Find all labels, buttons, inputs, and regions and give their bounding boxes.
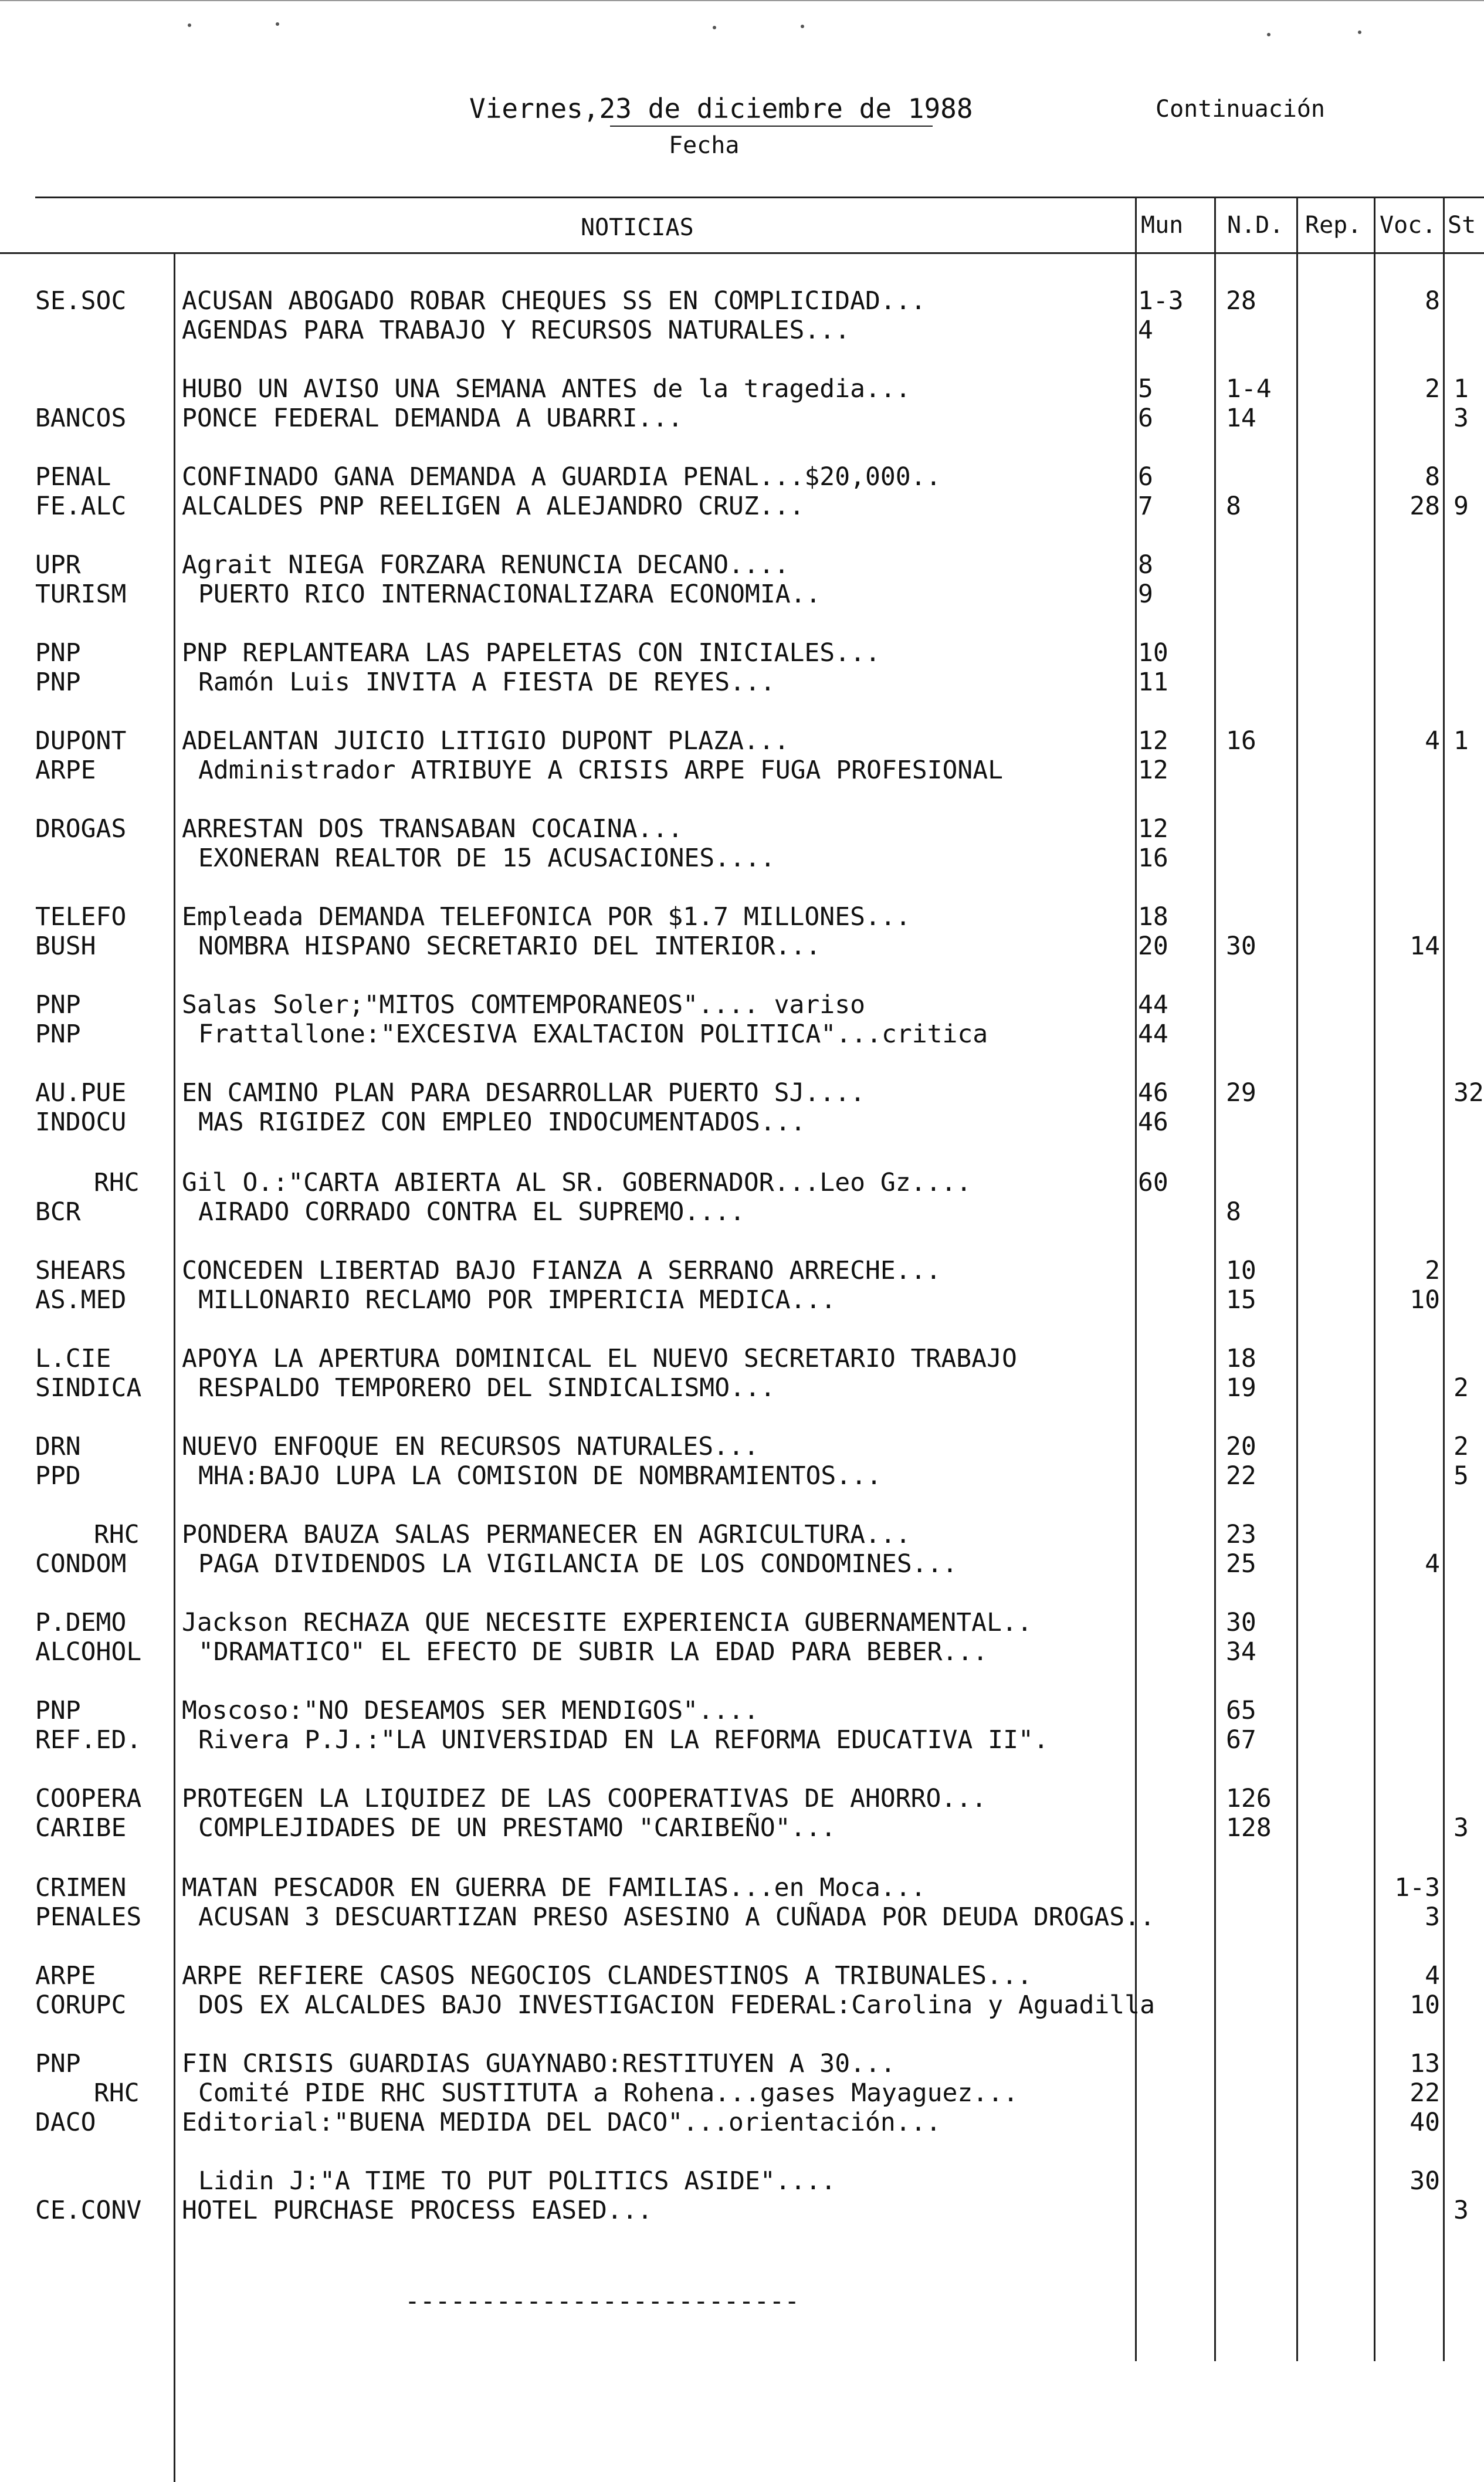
row-nd: 22 bbox=[1226, 1461, 1256, 1491]
scan-dot bbox=[1358, 31, 1361, 34]
row-headline: PAGA DIVIDENDOS LA VIGILANCIA DE LOS CONDOMINES... bbox=[198, 1549, 958, 1579]
row-mun: 16 bbox=[1138, 844, 1168, 873]
row-headline: HUBO UN AVISO UNA SEMANA ANTES de la tragedia... bbox=[182, 374, 911, 404]
row-st: 3 bbox=[1453, 404, 1469, 433]
header-noticias: NOTICIAS bbox=[581, 214, 694, 241]
row-headline: Jackson RECHAZA QUE NECESITE EXPERIENCIA GUBERNAMENTAL.. bbox=[182, 1608, 1032, 1637]
row-voc: 22 bbox=[1410, 2078, 1440, 2108]
table-header-rule bbox=[0, 252, 1484, 254]
row-st: 9 bbox=[1453, 492, 1469, 521]
footer-dashes: -------------------------- bbox=[405, 2287, 800, 2316]
row-headline: MATAN PESCADOR EN GUERRA DE FAMILIAS...en Moca... bbox=[182, 1873, 926, 1902]
row-nd: 1-4 bbox=[1226, 374, 1272, 404]
row-headline: Moscoso:"NO DESEAMOS SER MENDIGOS".... bbox=[182, 1696, 759, 1725]
row-st: 2 bbox=[1453, 1432, 1469, 1461]
row-headline: ACUSAN 3 DESCUARTIZAN PRESO ASESINO A CUÑADA POR DEUDA DROGAS.. bbox=[198, 1902, 1155, 1932]
header-nd: N.D. bbox=[1227, 212, 1284, 239]
row-voc: 40 bbox=[1410, 2108, 1440, 2137]
row-st: 5 bbox=[1453, 1461, 1469, 1491]
scan-dot bbox=[276, 22, 279, 26]
row-headline: RESPALDO TEMPORERO DEL SINDICALISMO... bbox=[198, 1373, 775, 1403]
row-nd: 25 bbox=[1226, 1549, 1256, 1579]
row-voc: 2 bbox=[1425, 374, 1440, 404]
row-category: L.CIE bbox=[35, 1344, 111, 1373]
row-nd: 10 bbox=[1226, 1256, 1256, 1285]
row-category: SE.SOC bbox=[35, 286, 127, 316]
row-voc: 2 bbox=[1425, 1256, 1440, 1285]
row-category: BUSH bbox=[35, 932, 96, 961]
row-headline: MHA:BAJO LUPA LA COMISION DE NOMBRAMIENTOS... bbox=[198, 1461, 882, 1491]
header-voc: Voc. bbox=[1380, 212, 1436, 239]
row-nd: 20 bbox=[1226, 1432, 1256, 1461]
top-edge-line bbox=[0, 0, 1484, 1]
row-st: 3 bbox=[1453, 1813, 1469, 1843]
row-nd: 34 bbox=[1226, 1637, 1256, 1667]
row-headline: "DRAMATICO" EL EFECTO DE SUBIR LA EDAD PARA BEBER... bbox=[198, 1637, 988, 1667]
row-headline: Empleada DEMANDA TELEFONICA POR $1.7 MILLONES... bbox=[182, 902, 911, 932]
row-category: TELEFO bbox=[35, 902, 127, 932]
row-mun: 6 bbox=[1138, 462, 1153, 492]
scan-dot bbox=[713, 26, 716, 29]
row-headline: ARPE REFIERE CASOS NEGOCIOS CLANDESTINOS A TRIBUNALES... bbox=[182, 1961, 1032, 1990]
row-nd: 30 bbox=[1226, 932, 1256, 961]
row-category: AS.MED bbox=[35, 1285, 127, 1315]
row-category: CE.CONV bbox=[35, 2196, 142, 2225]
row-headline: CONFINADO GANA DEMANDA A GUARDIA PENAL...$20,000.. bbox=[182, 462, 941, 492]
row-headline: PONDERA BAUZA SALAS PERMANECER EN AGRICULTURA... bbox=[182, 1520, 911, 1549]
row-category: PNP bbox=[35, 2049, 81, 2078]
row-category: PNP bbox=[35, 638, 81, 668]
row-voc: 10 bbox=[1410, 1285, 1440, 1315]
row-category: BCR bbox=[35, 1197, 81, 1227]
row-headline: HOTEL PURCHASE PROCESS EASED... bbox=[182, 2196, 653, 2225]
row-voc: 1-3 bbox=[1394, 1873, 1440, 1902]
row-headline: Rivera P.J.:"LA UNIVERSIDAD EN LA REFORMA EDUCATIVA II". bbox=[198, 1725, 1049, 1755]
row-st: 3 bbox=[1453, 2196, 1469, 2225]
row-mun: 8 bbox=[1138, 550, 1153, 580]
row-headline: Frattallone:"EXCESIVA EXALTACION POLITICA"...critica bbox=[198, 1020, 988, 1049]
row-nd: 128 bbox=[1226, 1813, 1272, 1843]
row-headline: Ramón Luis INVITA A FIESTA DE REYES... bbox=[198, 668, 775, 697]
row-voc: 4 bbox=[1425, 726, 1440, 756]
row-headline: ARRESTAN DOS TRANSABAN COCAINA... bbox=[182, 814, 683, 844]
row-category: COOPERA bbox=[35, 1784, 142, 1813]
row-category: FE.ALC bbox=[35, 492, 127, 521]
row-headline: ACUSAN ABOGADO ROBAR CHEQUES SS EN COMPLICIDAD... bbox=[182, 286, 926, 316]
row-category: PNP bbox=[35, 1696, 81, 1725]
row-nd: 8 bbox=[1226, 492, 1241, 521]
row-voc: 8 bbox=[1425, 286, 1440, 316]
row-category: PNP bbox=[35, 990, 81, 1020]
row-category: DROGAS bbox=[35, 814, 127, 844]
row-headline: Editorial:"BUENA MEDIDA DEL DACO"...orientación... bbox=[182, 2108, 941, 2137]
row-headline: AIRADO CORRADO CONTRA EL SUPREMO.... bbox=[198, 1197, 745, 1227]
row-headline: MILLONARIO RECLAMO POR IMPERICIA MEDICA... bbox=[198, 1285, 836, 1315]
row-category: PPD bbox=[35, 1461, 81, 1491]
row-headline: PNP REPLANTEARA LAS PAPELETAS CON INICIALES... bbox=[182, 638, 880, 668]
column-divider-voc bbox=[1374, 197, 1375, 2361]
row-nd: 19 bbox=[1226, 1373, 1256, 1403]
row-category: INDOCU bbox=[35, 1108, 127, 1137]
row-mun: 12 bbox=[1138, 756, 1168, 785]
row-nd: 14 bbox=[1226, 404, 1256, 433]
row-category: ARPE bbox=[35, 1961, 96, 1990]
row-mun: 60 bbox=[1138, 1168, 1168, 1197]
row-st: 32 bbox=[1453, 1078, 1484, 1108]
row-category: PNP bbox=[35, 1020, 81, 1049]
row-mun: 46 bbox=[1138, 1078, 1168, 1108]
row-headline: EXONERAN REALTOR DE 15 ACUSACIONES.... bbox=[198, 844, 775, 873]
row-st: 1 bbox=[1453, 726, 1469, 756]
row-mun: 12 bbox=[1138, 726, 1168, 756]
row-nd: 16 bbox=[1226, 726, 1256, 756]
row-voc: 28 bbox=[1410, 492, 1440, 521]
column-divider-st bbox=[1443, 197, 1445, 2361]
row-mun: 6 bbox=[1138, 404, 1153, 433]
row-mun: 4 bbox=[1138, 316, 1153, 345]
row-nd: 18 bbox=[1226, 1344, 1256, 1373]
row-category: PNP bbox=[35, 668, 81, 697]
header-st: St bbox=[1448, 212, 1476, 239]
row-category: TURISM bbox=[35, 580, 127, 609]
row-nd: 8 bbox=[1226, 1197, 1241, 1227]
row-category: CRIMEN bbox=[35, 1873, 127, 1902]
row-category: AU.PUE bbox=[35, 1078, 127, 1108]
row-nd: 126 bbox=[1226, 1784, 1272, 1813]
column-divider-nd bbox=[1214, 197, 1216, 2361]
row-category: P.DEMO bbox=[35, 1608, 127, 1637]
row-mun: 11 bbox=[1138, 668, 1168, 697]
row-headline: DOS EX ALCALDES BAJO INVESTIGACION FEDERAL:Carolina y Aguadilla bbox=[198, 1990, 1155, 2020]
row-headline: Gil O.:"CARTA ABIERTA AL SR. GOBERNADOR...Leo Gz.... bbox=[182, 1168, 972, 1197]
row-nd: 23 bbox=[1226, 1520, 1256, 1549]
row-voc: 13 bbox=[1410, 2049, 1440, 2078]
row-headline: FIN CRISIS GUARDIAS GUAYNABO:RESTITUYEN A 30... bbox=[182, 2049, 896, 2078]
row-category: ARPE bbox=[35, 756, 96, 785]
row-category: PENAL bbox=[35, 462, 111, 492]
row-category: SINDICA bbox=[35, 1373, 142, 1403]
row-category: PENALES bbox=[35, 1902, 142, 1932]
row-category: ALCOHOL bbox=[35, 1637, 142, 1667]
header-mun: Mun bbox=[1141, 212, 1184, 239]
row-headline: Comité PIDE RHC SUSTITUTA a Rohena...gases Mayaguez... bbox=[198, 2078, 1018, 2108]
row-category: DRN bbox=[35, 1432, 81, 1461]
row-category: RHC bbox=[94, 1520, 140, 1549]
row-headline: PROTEGEN LA LIQUIDEZ DE LAS COOPERATIVAS DE AHORRO... bbox=[182, 1784, 987, 1813]
row-voc: 30 bbox=[1410, 2166, 1440, 2196]
row-st: 2 bbox=[1453, 1373, 1469, 1403]
row-headline: Salas Soler;"MITOS COMTEMPORANEOS".... variso bbox=[182, 990, 865, 1020]
row-headline: CONCEDEN LIBERTAD BAJO FIANZA A SERRANO ARRECHE... bbox=[182, 1256, 941, 1285]
row-nd: 30 bbox=[1226, 1608, 1256, 1637]
row-category: BANCOS bbox=[35, 404, 127, 433]
date-line: Viernes,23 de diciembre de 1988 bbox=[469, 93, 973, 124]
row-mun: 18 bbox=[1138, 902, 1168, 932]
row-mun: 9 bbox=[1138, 580, 1153, 609]
row-category: UPR bbox=[35, 550, 81, 580]
row-mun: 1-3 bbox=[1138, 286, 1184, 316]
row-headline: Lidin J:"A TIME TO PUT POLITICS ASIDE".... bbox=[198, 2166, 836, 2196]
column-divider-rep bbox=[1296, 197, 1298, 2361]
row-nd: 67 bbox=[1226, 1725, 1256, 1755]
row-headline: COMPLEJIDADES DE UN PRESTAMO "CARIBEÑO"... bbox=[198, 1813, 836, 1843]
row-headline: NUEVO ENFOQUE EN RECURSOS NATURALES... bbox=[182, 1432, 759, 1461]
row-category: CARIBE bbox=[35, 1813, 127, 1843]
row-headline: ADELANTAN JUICIO LITIGIO DUPONT PLAZA... bbox=[182, 726, 790, 756]
row-headline: EN CAMINO PLAN PARA DESARROLLAR PUERTO SJ.... bbox=[182, 1078, 865, 1108]
table-top-rule bbox=[35, 197, 1484, 198]
row-mun: 46 bbox=[1138, 1108, 1168, 1137]
row-mun: 20 bbox=[1138, 932, 1168, 961]
row-headline: PONCE FEDERAL DEMANDA A UBARRI... bbox=[182, 404, 683, 433]
row-mun: 10 bbox=[1138, 638, 1168, 668]
row-nd: 15 bbox=[1226, 1285, 1256, 1315]
date-underline bbox=[610, 126, 933, 127]
row-category: CORUPC bbox=[35, 1990, 127, 2020]
row-headline: APOYA LA APERTURA DOMINICAL EL NUEVO SECRETARIO TRABAJO bbox=[182, 1344, 1017, 1373]
row-headline: NOMBRA HISPANO SECRETARIO DEL INTERIOR... bbox=[198, 932, 821, 961]
row-headline: ALCALDES PNP REELIGEN A ALEJANDRO CRUZ... bbox=[182, 492, 805, 521]
column-divider-mun bbox=[1135, 197, 1137, 2361]
row-voc: 4 bbox=[1425, 1961, 1440, 1990]
row-voc: 4 bbox=[1425, 1549, 1440, 1579]
row-mun: 44 bbox=[1138, 990, 1168, 1020]
row-voc: 10 bbox=[1410, 1990, 1440, 2020]
row-voc: 8 bbox=[1425, 462, 1440, 492]
row-category: CONDOM bbox=[35, 1549, 127, 1579]
row-headline: Administrador ATRIBUYE A CRISIS ARPE FUGA PROFESIONAL bbox=[198, 756, 1004, 785]
date-label: Fecha bbox=[669, 132, 740, 159]
row-voc: 14 bbox=[1410, 932, 1440, 961]
row-nd: 28 bbox=[1226, 286, 1256, 316]
scan-dot bbox=[1267, 33, 1270, 36]
row-voc: 3 bbox=[1425, 1902, 1440, 1932]
row-mun: 44 bbox=[1138, 1020, 1168, 1049]
row-category: DACO bbox=[35, 2108, 96, 2137]
scan-dot bbox=[801, 25, 804, 28]
scan-dot bbox=[188, 23, 191, 27]
row-category: SHEARS bbox=[35, 1256, 127, 1285]
row-category: RHC bbox=[94, 2078, 140, 2108]
column-divider-category bbox=[174, 252, 175, 2482]
continuation-label: Continuación bbox=[1156, 96, 1325, 123]
row-category: RHC bbox=[94, 1168, 140, 1197]
row-nd: 29 bbox=[1226, 1078, 1256, 1108]
row-category: DUPONT bbox=[35, 726, 127, 756]
row-mun: 12 bbox=[1138, 814, 1168, 844]
row-category: REF.ED. bbox=[35, 1725, 142, 1755]
row-headline: AGENDAS PARA TRABAJO Y RECURSOS NATURALES... bbox=[182, 316, 851, 345]
row-mun: 5 bbox=[1138, 374, 1153, 404]
row-st: 1 bbox=[1453, 374, 1469, 404]
row-mun: 7 bbox=[1138, 492, 1153, 521]
row-headline: PUERTO RICO INTERNACIONALIZARA ECONOMIA.. bbox=[198, 580, 821, 609]
row-headline: Agrait NIEGA FORZARA RENUNCIA DECANO.... bbox=[182, 550, 790, 580]
row-headline: MAS RIGIDEZ CON EMPLEO INDOCUMENTADOS... bbox=[198, 1108, 806, 1137]
header-rep: Rep. bbox=[1305, 212, 1362, 239]
row-nd: 65 bbox=[1226, 1696, 1256, 1725]
